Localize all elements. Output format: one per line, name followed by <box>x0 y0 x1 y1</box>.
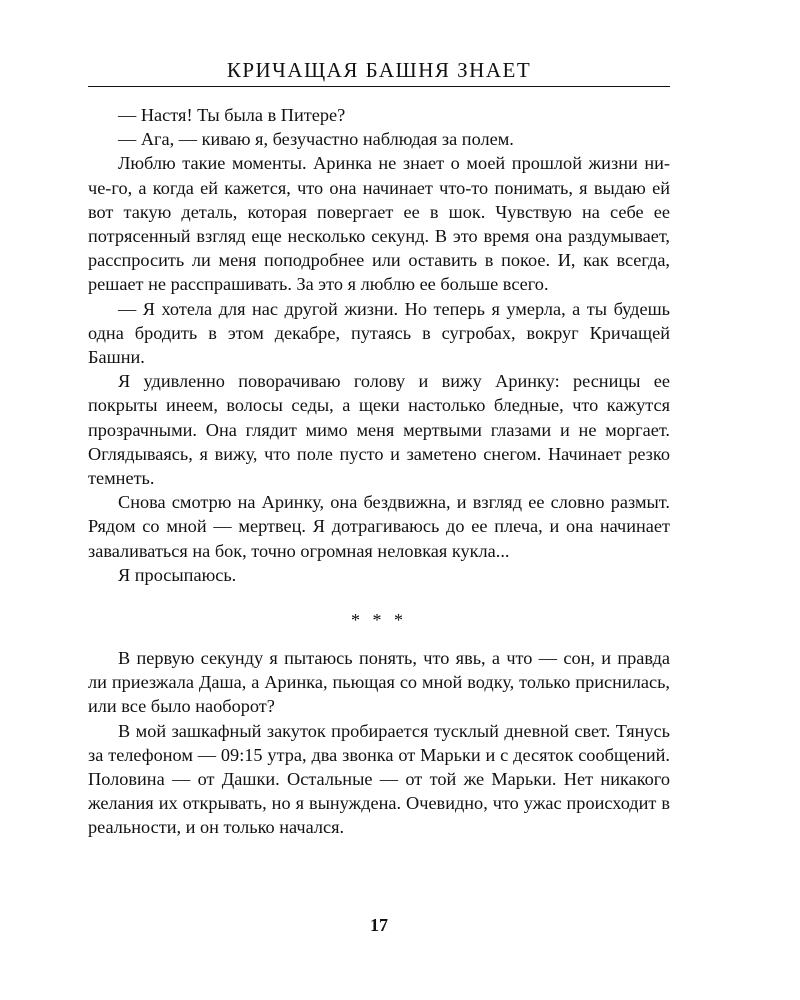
paragraph: Снова смотрю на Аринку, она бездвижна, и взгляд ее словно размыт. Рядом со мной — мертвец. Я дотрагиваюсь до ее плеча, и она начинает заваливаться на бок, точно огромная неловкая кукла... <box>88 492 670 561</box>
paragraph: — Ага, — киваю я, безучастно наблюдая за полем. <box>118 129 514 150</box>
body-text <box>88 103 670 840</box>
paragraph: Я удивленно поворачиваю голову и вижу Аринку: ресницы ее покрыты инеем, волосы седы, а щеки настолько бледные, что кажутся прозрачными. Она глядит мимо меня мертвыми глазами и не моргает. Оглядываясь, я вижу, что поле пусто и заметено снегом. Начинает резко темнеть. <box>88 371 670 489</box>
paragraph: Люблю такие моменты. Аринка не знает о моей прошлой жизни ни-че-го, а когда ей кажется, что она начинает что-то понимать, я выдаю ей вот такую деталь, которая повергает ее в шок. Чувствую на себе ее потрясенный взгляд еще несколько секунд. В это время она раздумывает, расспросить ли меня поподробнее или оставить в покое. И, как всегда, решает не расспрашивать. За это я люблю ее больше всего. <box>88 153 670 295</box>
page-number: 17 <box>370 915 388 935</box>
paragraph: Я просыпаюсь. <box>118 564 237 585</box>
paragraph: В мой зашкафный закуток пробирается тусклый дневной свет. Тянусь за телефоном — 09:15 утра, два звонка от Марьки и с десяток сообщений. Половина — от Дашки. Остальные — от той же Марьки. Нет никакого желания их открывать, но я вынуждена. Очевидно, что ужас происходит в реальности, и он только начался. <box>88 720 670 838</box>
paragraph: — Я хотела для нас другой жизни. Но теперь я умерла, а ты будешь одна бродить в этом декабре, путаясь в сугробах, вокруг Кричащей Башни. <box>88 298 670 368</box>
paragraph: — Настя! Ты была в Питере? <box>118 105 346 125</box>
header-rule <box>88 86 670 87</box>
running-head: КРИЧАЩАЯ БАШНЯ ЗНАЕТ <box>226 58 532 82</box>
paragraph: В первую секунду я пытаюсь понять, что явь, а что — сон, и правда ли приезжала Даша, а Аринка, пьющая со мной водку, только приснилась, или все было наоборот? <box>88 648 670 717</box>
section-divider: * * * <box>351 610 407 631</box>
